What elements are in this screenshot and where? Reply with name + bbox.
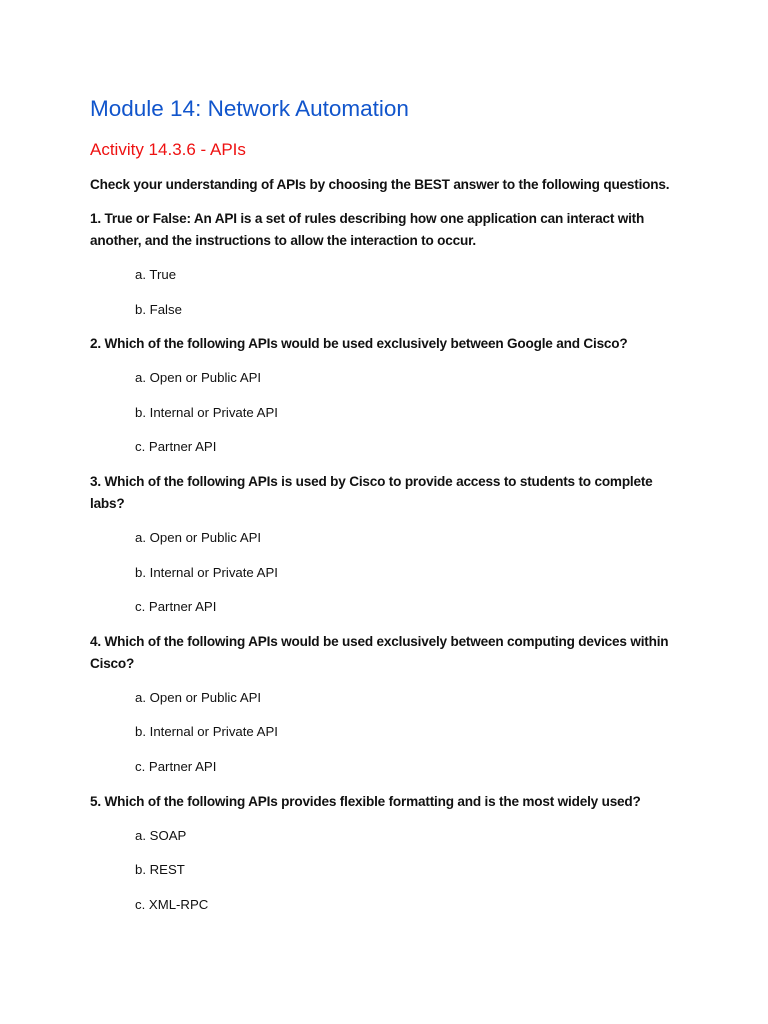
question-text: 3. Which of the following APIs is used by Cisco to provide access to students to complete labs? [90, 473, 653, 511]
question-4 [90, 631, 690, 778]
answer-option: b. REST [135, 862, 185, 878]
question-3 [90, 471, 690, 618]
answer-option: b. Internal or Private API [135, 564, 278, 580]
answer-option: b. Internal or Private API [135, 724, 278, 740]
question-text: 4. Which of the following APIs would be used exclusively between computing devices within Cisco? [90, 633, 669, 671]
activity-title: Activity 14.3.6 - APIs [90, 140, 246, 159]
answer-option: b. Internal or Private API [135, 404, 278, 420]
question-text: 2. Which of the following APIs would be used exclusively between Google and Cisco? [90, 336, 628, 352]
answer-option: a. Open or Public API [135, 529, 262, 545]
intro-text: Check your understanding of APIs by choosing the BEST answer to the following questions. [90, 177, 670, 192]
answer-option: a. Open or Public API [135, 689, 262, 705]
answer-option: c. Partner API [135, 599, 217, 615]
question-2 [90, 333, 690, 458]
answer-option: a. True [135, 267, 177, 282]
answer-option: c. Partner API [135, 439, 217, 455]
module-title: Module 14: Network Automation [90, 96, 409, 121]
question-5 [90, 791, 690, 916]
answer-option: a. SOAP [135, 827, 187, 843]
answer-option: b. False [135, 301, 182, 317]
answer-option: a. Open or Public API [135, 370, 262, 386]
question-text: 1. True or False: An API is a set of rules describing how one application can interact with another, and the instructions to allow the interaction to occur. [90, 211, 645, 248]
answer-option: c. Partner API [135, 758, 217, 774]
document-page [90, 94, 690, 928]
question-1 [90, 208, 690, 321]
answer-option: c. XML-RPC [135, 896, 209, 912]
question-text: 5. Which of the following APIs provides flexible formatting and is the most widely used? [90, 793, 641, 809]
